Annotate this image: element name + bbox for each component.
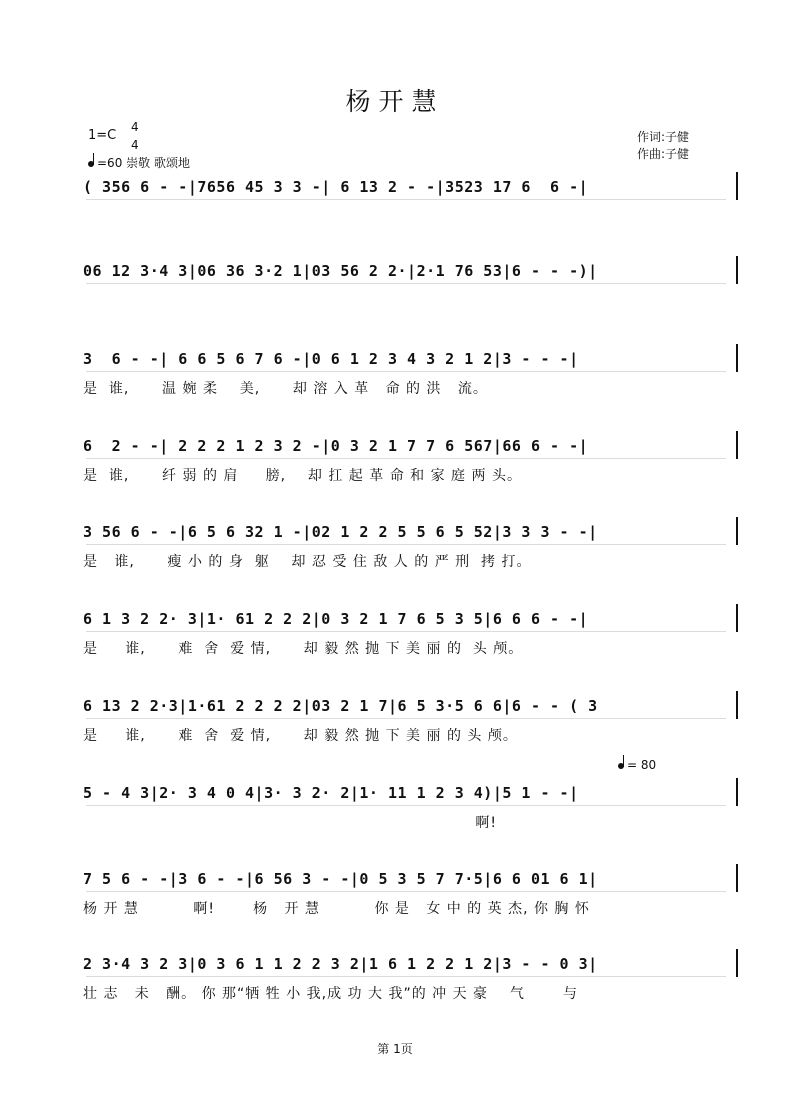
tempo-marking (88, 154, 190, 171)
notation-row: 6 13 2 2·3|1·61 2 2 2 2|03 2 1 7|6 5 3·5 6 6|6 - - ( 3 (83, 697, 598, 715)
metronome-text: = 80 (627, 758, 657, 772)
page-number: 第 1页 (377, 1042, 413, 1056)
notation-row: 06 12 3·4 3|06 36 3·2 1|03 56 2 2·|2·1 76 53|6 - - -)| (83, 262, 598, 280)
tempo-text: =60 崇敬 歌颂地 (97, 156, 190, 170)
beam-line (86, 891, 726, 892)
meter-top: 4 (131, 120, 139, 134)
quarter-note-icon (88, 161, 94, 167)
barline (736, 949, 738, 977)
barline (736, 778, 738, 806)
notation-row: 6 1 3 2 2· 3|1· 61 2 2 2|0 3 2 1 7 6 5 3 5|6 6 6 - -| (83, 610, 589, 628)
metronome-marking (618, 758, 656, 772)
lyric-row: 壮 志 未 酬。 你 那“牺 牲 小 我,成 功 大 我”的 冲 天 豪 气 与 (83, 986, 579, 1002)
notation-row: 5 - 4 3|2· 3 4 0 4|3· 3 2· 2|1· 11 1 2 3 4)|5 1 - -| (83, 784, 579, 802)
lyric-row: 是 谁, 纤 弱 的 肩 膀, 却 扛 起 革 命 和 家 庭 两 头。 (83, 468, 522, 484)
meter-bottom: 4 (131, 138, 139, 152)
beam-line (86, 458, 726, 459)
composer-credit: 作曲:子健 (637, 147, 690, 161)
barline (736, 256, 738, 284)
lyric-row: 是 谁, 难 舍 爱 情, 却 毅 然 抛 下 美 丽 的 头 颅。 (83, 728, 518, 744)
beam-line (86, 805, 726, 806)
barline (736, 517, 738, 545)
beam-line (86, 199, 726, 200)
time-signature (131, 118, 139, 154)
beam-line (86, 371, 726, 372)
notation-row: 6 2 - -| 2 2 2 1 2 3 2 -|0 3 2 1 7 7 6 567|66 6 - -| (83, 437, 589, 455)
lyric-row: 是 谁, 瘦 小 的 身 躯 却 忍 受 住 敌 人 的 严 刑 拷 打。 (83, 554, 532, 570)
barline (736, 172, 738, 200)
beam-line (86, 976, 726, 977)
lyric-row: 是 谁, 难 舍 爱 情, 却 毅 然 抛 下 美 丽 的 头 颅。 (83, 641, 524, 657)
song-title: 杨开慧 (345, 87, 445, 116)
notation-row: 7 5 6 - -|3 6 - -|6 56 3 - -|0 5 3 5 7 7·5|6 6 01 6 1| (83, 870, 598, 888)
beam-line (86, 631, 726, 632)
notation-row: 3 56 6 - -|6 5 6 32 1 -|02 1 2 2 5 5 6 5 52|3 3 3 - -| (83, 523, 598, 541)
barline (736, 691, 738, 719)
barline (736, 864, 738, 892)
notation-row: 3 6 - -| 6 6 5 6 7 6 -|0 6 1 2 3 4 3 2 1 2|3 - - -| (83, 350, 579, 368)
lyricist-credit: 作词:子健 (637, 130, 690, 144)
beam-line (86, 283, 726, 284)
beam-line (86, 544, 726, 545)
lyric-row: 啊! (83, 815, 498, 831)
key-signature: 1=C (88, 128, 117, 143)
barline (736, 604, 738, 632)
lyric-row: 是 谁, 温 婉 柔 美, 却 溶 入 革 命 的 洪 流。 (83, 381, 488, 397)
notation-row: ( 356 6 - -|7656 45 3 3 -| 6 13 2 - -|3523 17 6 6 -| (83, 178, 589, 196)
barline (736, 344, 738, 372)
lyric-row: 杨 开 慧 啊! 杨 开 慧 你 是 女 中 的 英 杰, 你 胸 怀 (83, 901, 590, 917)
notation-row: 2 3·4 3 2 3|0 3 6 1 1 2 2 3 2|1 6 1 2 2 1 2|3 - - 0 3| (83, 955, 598, 973)
quarter-note-icon (618, 763, 624, 769)
beam-line (86, 718, 726, 719)
barline (736, 431, 738, 459)
